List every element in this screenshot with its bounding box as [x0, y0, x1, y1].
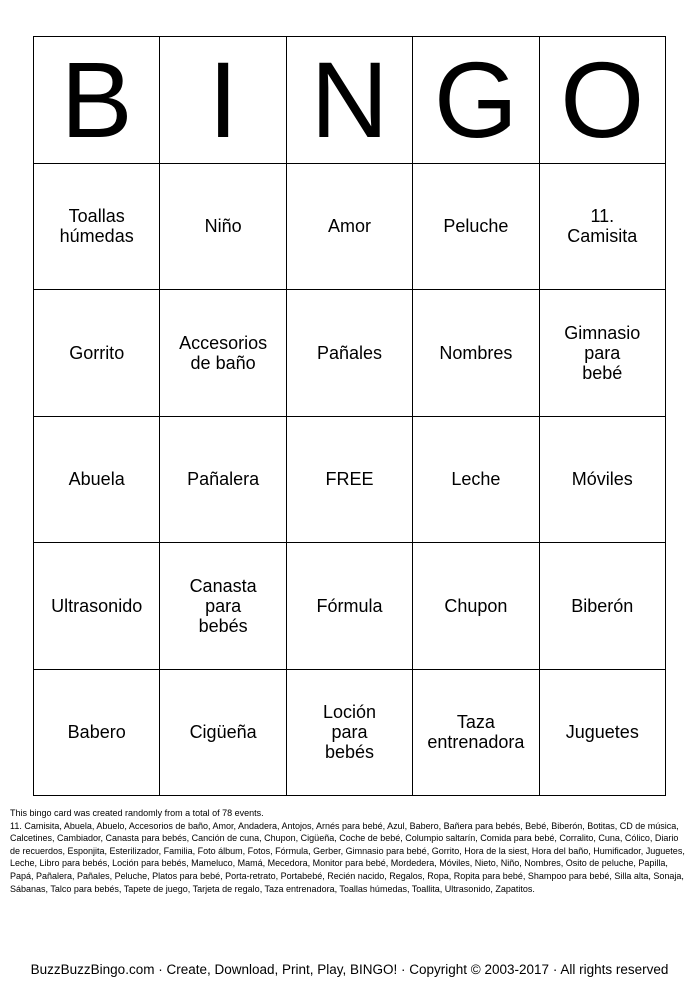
header-letter-i: I — [160, 37, 286, 164]
bingo-cell: Biberón — [540, 543, 666, 670]
bingo-cell: Taza entrenadora — [413, 670, 539, 797]
bingo-cell: Ultrasonido — [34, 543, 160, 670]
bingo-cell: Canasta para bebés — [160, 543, 286, 670]
copyright-line: BuzzBuzzBingo.com · Create, Download, Print, Play, BINGO! · Copyright © 2003-2017 · All rights reserved — [30, 962, 669, 977]
bingo-cell: Móviles — [540, 417, 666, 544]
event-list-text: 11. Camisita, Abuela, Abuelo, Accesorios de baño, Amor, Andadera, Antojos, Arnés para bebé, Azul, Babero, Bañera para bebés, Bebé, Biberón, Botitas, CD de música, Calcetines, Cambiador, Canasta para bebés, Canción de cuna, Chupon, Cigüeña, Coche de bebé, Columpio saltarín, Comida para bebé, Corralito, Cuna, Cólico, Diario de recuerdos, Esponjita, Esterilizador, Familia, Foto álbum, Fotos, Fórmula, Gerber, Gimnasio para bebé, Gorrito, Hora de la siest, Hora del baño, Humificador, Juguetes, Leche, Libro para bebés, Loción para bebés, Mameluco, Mamá, Mecedora, Monitor para bebé, Mordedera, Móviles, Nieto, Niño, Nombres, Osito de peluche, Papilla, Papá, Pañalera, Pañales, Peluche, Platos para bebé, Porta-retrato, Portabebé, Recién nacido, Regalos, Ropa, Ropita para bebé, Shampoo para bebé, Silla alta, Sonaja, Sábanas, Talco para bebés, Tapete de juego, Tarjeta de regalo, Taza entrenadora, Toallas húmedas, Toallita, Ultrasonido, Zapatitos. — [10, 820, 685, 894]
free-space-cell: FREE — [287, 417, 413, 544]
bingo-cell: Loción para bebés — [287, 670, 413, 797]
bingo-cell: Leche — [413, 417, 539, 544]
bingo-cell: 11. Camisita — [540, 164, 666, 291]
bingo-cell: Peluche — [413, 164, 539, 291]
header-letter-n: N — [287, 37, 413, 164]
bingo-cell: Pañales — [287, 290, 413, 417]
bingo-cell: Nombres — [413, 290, 539, 417]
bingo-cell: Gorrito — [34, 290, 160, 417]
bingo-cell: Fórmula — [287, 543, 413, 670]
bingo-card — [33, 36, 666, 796]
card-footer-notes — [10, 807, 690, 895]
bingo-cell: Niño — [160, 164, 286, 291]
bingo-cell: Babero — [34, 670, 160, 797]
bingo-cell: Chupon — [413, 543, 539, 670]
bingo-cell: Toallas húmedas — [34, 164, 160, 291]
bingo-cell: Accesorios de baño — [160, 290, 286, 417]
bingo-cell: Abuela — [34, 417, 160, 544]
bingo-cell: Gimnasio para bebé — [540, 290, 666, 417]
bingo-cell: Cigüeña — [160, 670, 286, 797]
header-letter-g: G — [413, 37, 539, 164]
header-letter-b: B — [34, 37, 160, 164]
bingo-cell: Pañalera — [160, 417, 286, 544]
bingo-cell: Amor — [287, 164, 413, 291]
card-intro-text: This bingo card was created randomly from a total of 78 events. — [10, 808, 264, 818]
header-letter-o: O — [540, 37, 666, 164]
bingo-cell: Juguetes — [540, 670, 666, 797]
